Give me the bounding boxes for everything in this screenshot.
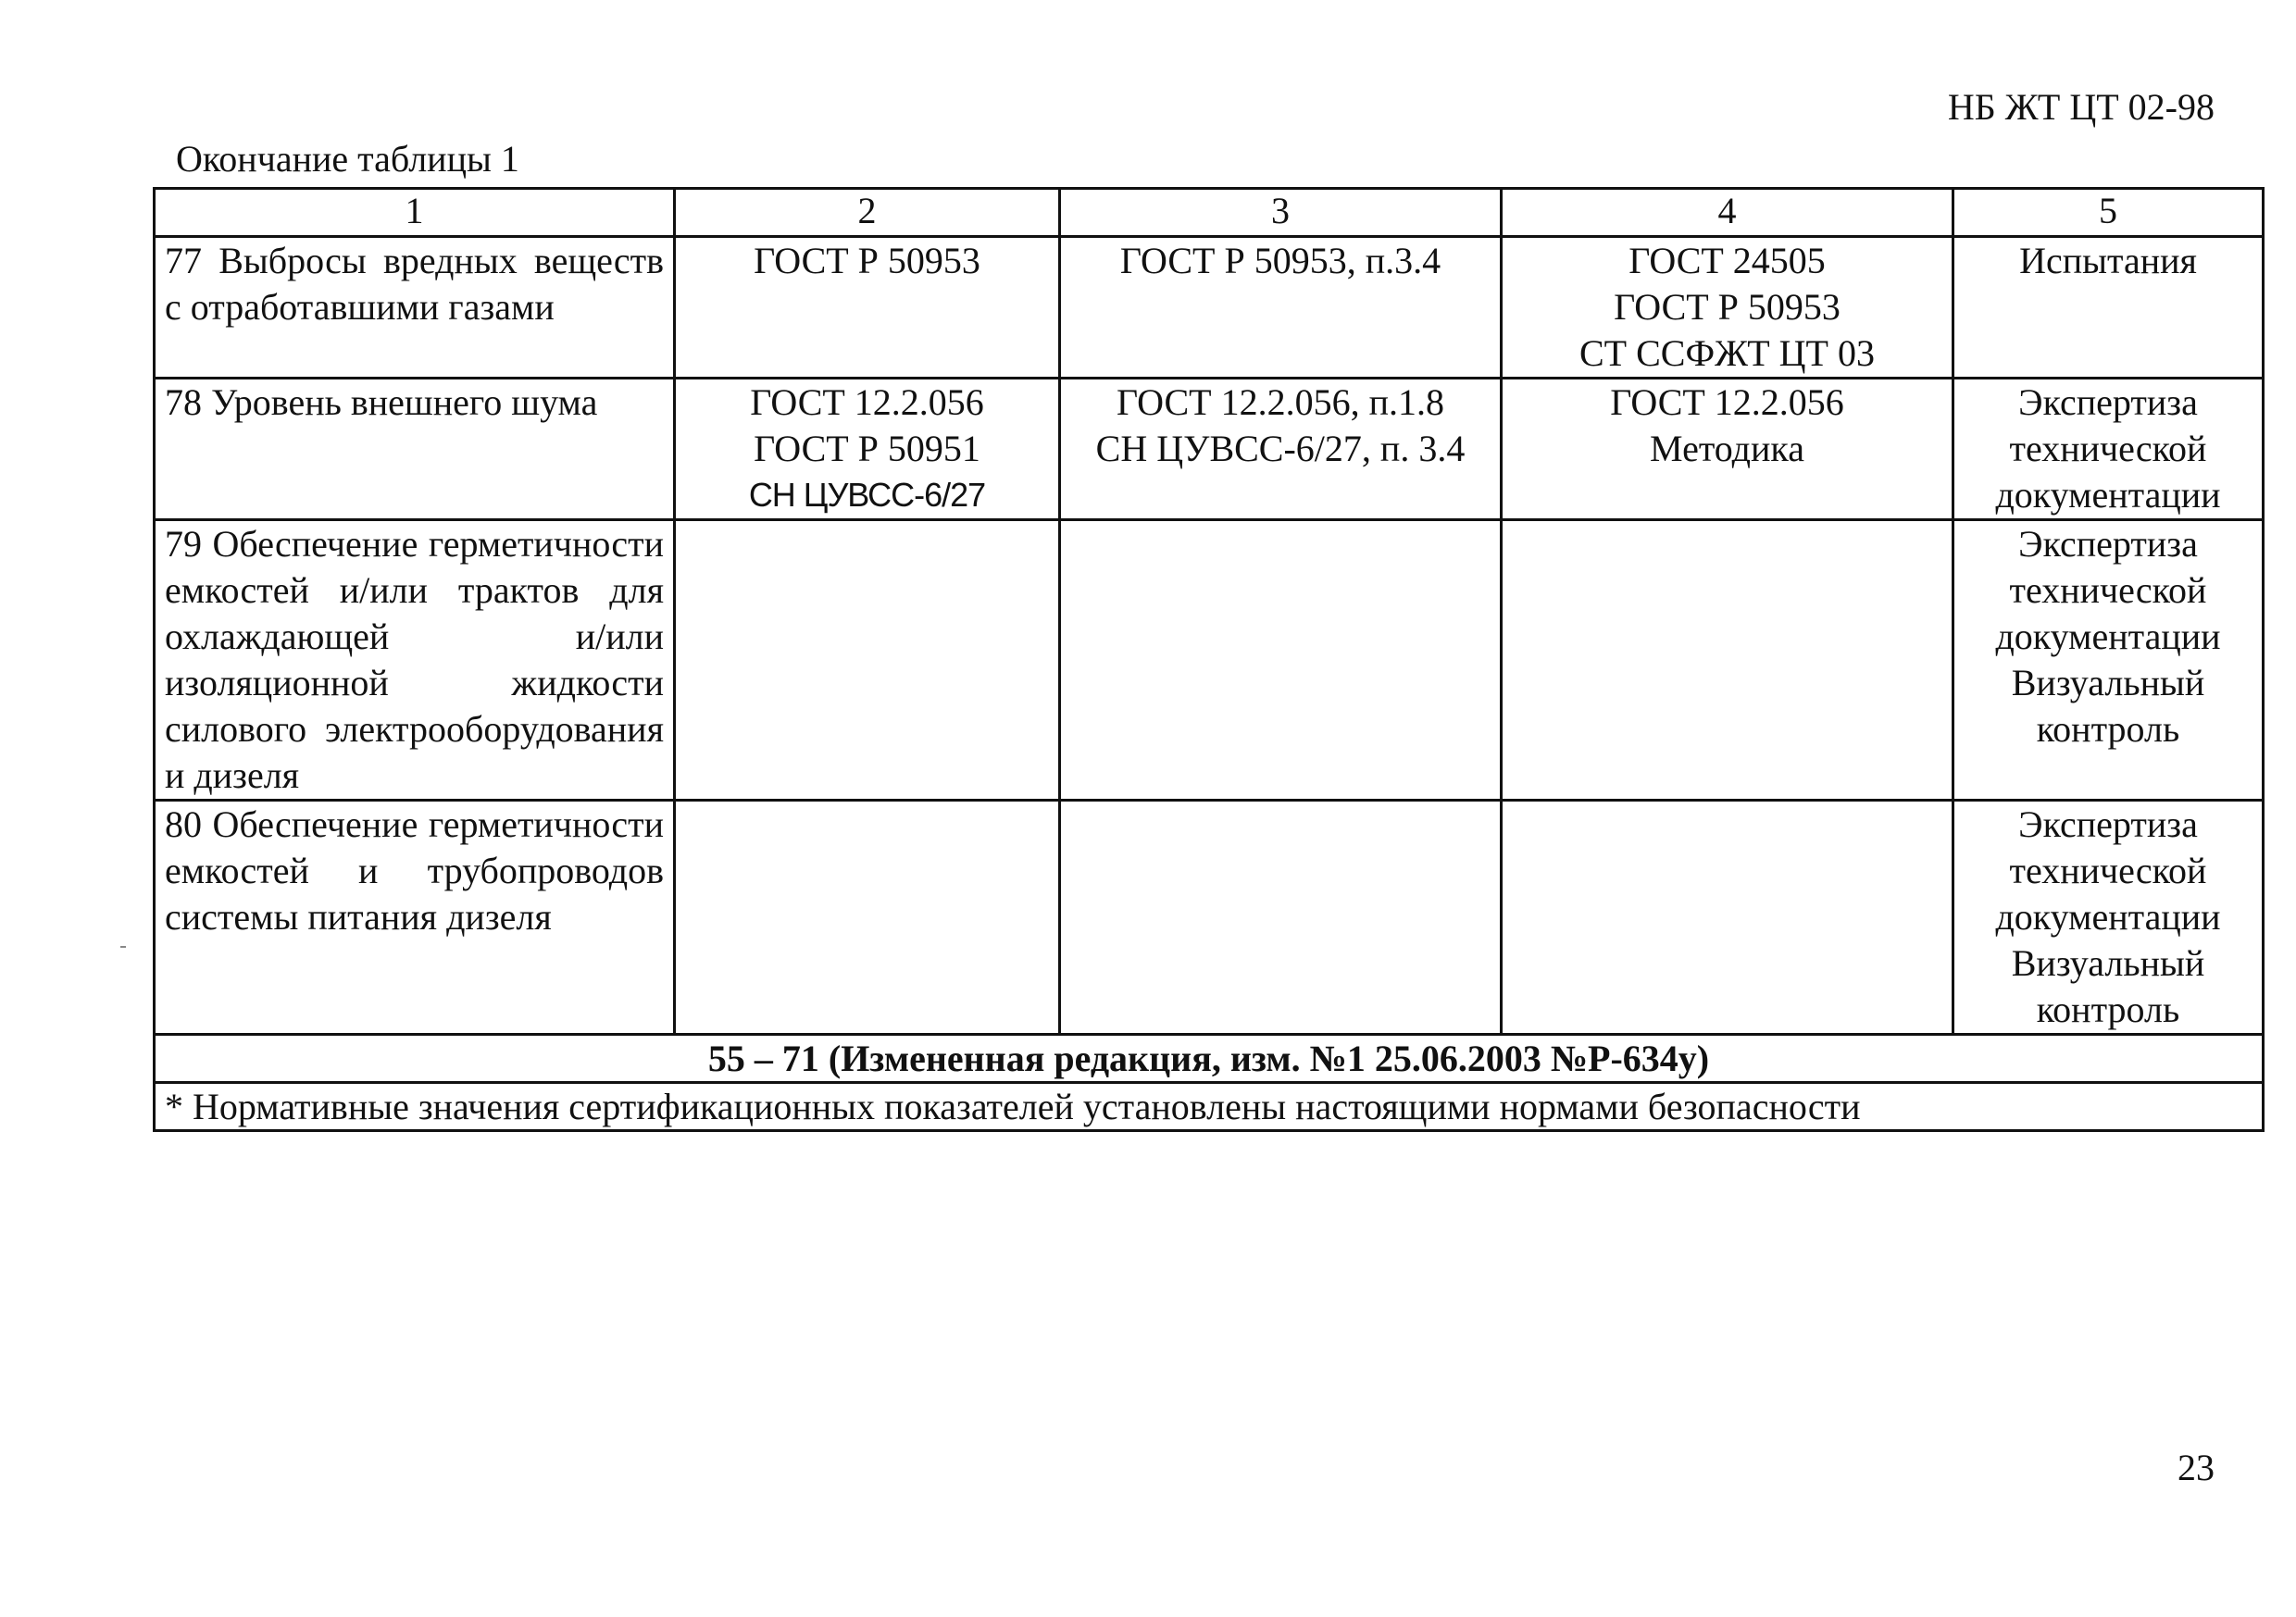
footnote-row <box>155 1083 2264 1131</box>
cell-line: контроль <box>2036 708 2180 750</box>
test-method-cell <box>1502 379 1953 520</box>
cell-line: технической <box>2009 428 2207 469</box>
parameter-cell: 78 Уровень внешнего шума <box>155 379 675 520</box>
document-code: НБ ЖТ ЦТ 02-98 <box>1947 86 2215 128</box>
cell-line: Визуальный <box>2011 662 2205 703</box>
cell-line: контроль <box>2036 989 2180 1030</box>
cell-line: Экспертиза <box>2018 381 2198 423</box>
cell-line: ГОСТ 12.2.056 <box>1610 381 1844 423</box>
column-number: 5 <box>1953 189 2264 237</box>
cell-line: Методика <box>1650 428 1804 469</box>
test-method-cell <box>1502 520 1953 801</box>
parameter-cell: 80 Обеспечение герметичности емкостей и трубопроводов системы питания дизеля <box>155 801 675 1035</box>
cell-line: СН ЦУВСС-6/27, п. 3.4 <box>1095 428 1466 469</box>
cell-line: ГОСТ Р 50953 <box>754 240 980 281</box>
test-method-cell <box>1502 237 1953 379</box>
cell-line: Экспертиза <box>2018 803 2198 845</box>
verification-method-cell <box>1953 520 2264 801</box>
amendment-note: 55 – 71 (Измененная редакция, изм. №1 25.06.2003 №Р-634у) <box>155 1035 2264 1083</box>
column-number: 1 <box>155 189 675 237</box>
requirement-clause-cell <box>1060 237 1502 379</box>
cell-line: документации <box>1995 616 2221 657</box>
cell-line: ГОСТ 12.2.056, п.1.8 <box>1116 381 1445 423</box>
cell-line: ГОСТ Р 50951 <box>754 428 980 469</box>
cell-line: документации <box>1995 474 2221 516</box>
requirement-clause-cell <box>1060 801 1502 1035</box>
test-method-cell <box>1502 801 1953 1035</box>
cell-line: Испытания <box>2019 240 2197 281</box>
margin-mark <box>120 946 126 948</box>
cell-line: ГОСТ Р 50953 <box>1614 286 1841 328</box>
cell-line: СН ЦУВСС-6/27 <box>748 476 986 514</box>
cell-line: технической <box>2009 850 2207 891</box>
verification-method-cell <box>1953 237 2264 379</box>
footnote: * Нормативные значения сертификационных показателей установлены настоящими нормами безопасности <box>155 1083 2264 1131</box>
normative-doc-cell <box>675 801 1060 1035</box>
normative-doc-cell <box>675 379 1060 520</box>
table-row <box>155 801 2264 1035</box>
requirement-clause-cell <box>1060 379 1502 520</box>
cell-line: технической <box>2009 569 2207 611</box>
cell-line: СТ ССФЖТ ЦТ 03 <box>1579 332 1875 374</box>
page-number: 23 <box>2177 1447 2215 1488</box>
normative-doc-cell <box>675 520 1060 801</box>
requirements-table <box>153 187 2265 1132</box>
table-caption: Окончание таблицы 1 <box>176 138 519 180</box>
column-number: 3 <box>1060 189 1502 237</box>
table-row <box>155 379 2264 520</box>
verification-method-cell <box>1953 801 2264 1035</box>
requirement-clause-cell <box>1060 520 1502 801</box>
normative-doc-cell <box>675 237 1060 379</box>
verification-method-cell <box>1953 379 2264 520</box>
column-number-row <box>155 189 2264 237</box>
cell-line: ГОСТ Р 50953, п.3.4 <box>1119 240 1441 281</box>
amendment-row <box>155 1035 2264 1083</box>
cell-line: ГОСТ 12.2.056 <box>750 381 984 423</box>
cell-line: Визуальный <box>2011 942 2205 984</box>
column-number: 4 <box>1502 189 1953 237</box>
cell-line: Экспертиза <box>2018 523 2198 565</box>
parameter-cell: 79 Обеспечение герметичности емкостей и/или трактов для охлаждающей и/или изоляционной жидкости силового электрооборудования и дизеля <box>155 520 675 801</box>
table-row <box>155 520 2264 801</box>
cell-line: документации <box>1995 896 2221 938</box>
column-number: 2 <box>675 189 1060 237</box>
table-row <box>155 237 2264 379</box>
cell-line: ГОСТ 24505 <box>1628 240 1826 281</box>
parameter-cell: 77 Выбросы вредных веществ с отработавшими газами <box>155 237 675 379</box>
